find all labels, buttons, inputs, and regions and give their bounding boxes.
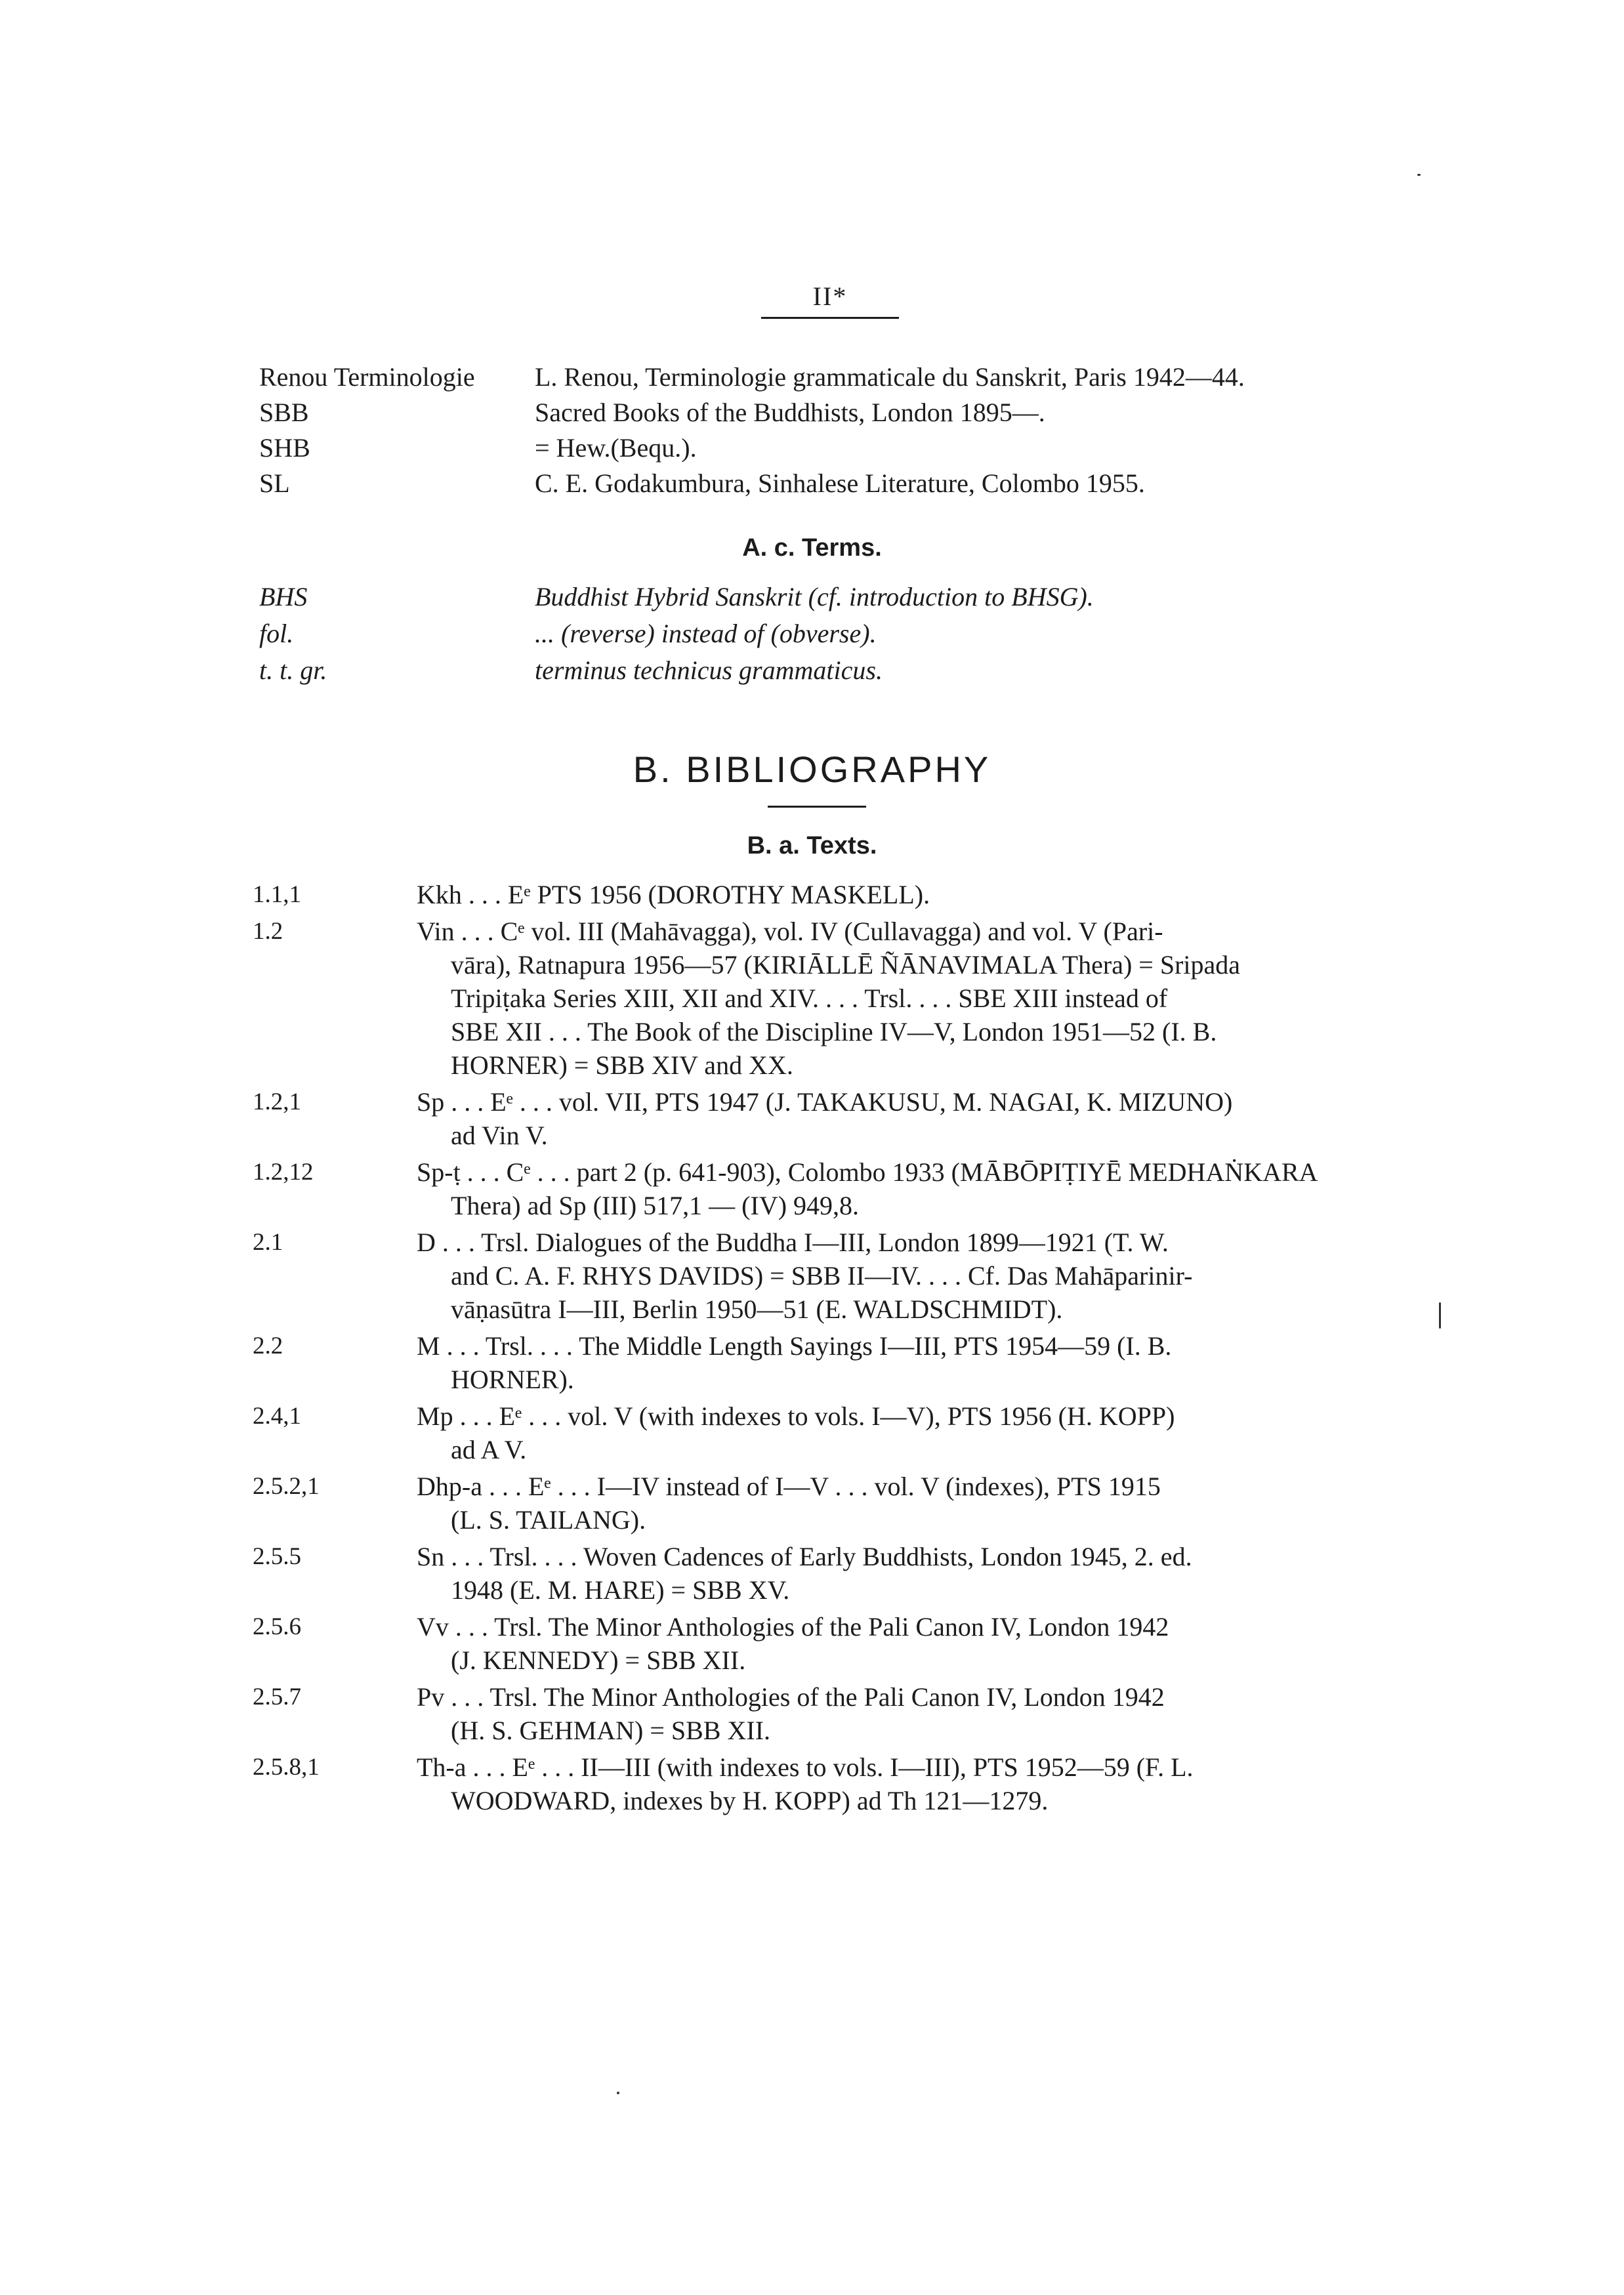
bibliography-entry [253,1329,1591,1396]
abbreviation-key: SHB [259,433,310,463]
entry-line: WOODWARD, indexes by H. KOPP) ad Th 121—1279. [451,1786,1049,1815]
entry-text [417,1399,1591,1466]
entry-text [417,1680,1591,1747]
entry-line: D . . . Trsl. Dialogues of the Buddha I—III, London 1899—1921 (T. W. [417,1228,1169,1257]
abbreviation-row [259,395,1572,430]
bibliography-entry [253,1540,1591,1607]
scan-speck [1417,174,1421,176]
page-number-rule [761,317,899,319]
bibliography-rule [768,806,866,808]
entry-line: (L. S. TAILANG). [451,1505,646,1535]
terms-list [259,579,1572,689]
entry-line: vāṇasūtra I—III, Berlin 1950—51 (E. WALDSCHMIDT). [451,1294,1063,1324]
terms-heading: A. c. Terms. [742,534,882,562]
bibliography-entry [253,1399,1591,1466]
entry-line: Dhp-a . . . Eᵉ . . . I—IV instead of I—V . . . vol. V (indexes), PTS 1915 [417,1472,1161,1501]
abbreviation-value: = Hew.(Bequ.). [535,433,697,463]
bibliography-entry [253,1750,1591,1817]
entry-number: 2.1 [253,1229,283,1256]
term-key: t. t. gr. [259,655,327,685]
entry-line: Th-a . . . Eᵉ . . . II—III (with indexes to vols. I—III), PTS 1952—59 (F. L. [417,1752,1194,1782]
bibliography-entry [253,915,1591,1082]
entry-text [417,1750,1591,1817]
abbreviation-row [259,360,1572,395]
entry-number: 2.5.2,1 [253,1473,320,1500]
entry-number: 1.2 [253,918,283,945]
bibliography-entry [253,1680,1591,1747]
bibliography-entry [253,1470,1591,1537]
entry-line: and C. A. F. RHYS DAVIDS) = SBB II—IV. . . . Cf. Das Mahāparinir- [451,1261,1193,1291]
entry-line: (J. KENNEDY) = SBB XII. [451,1645,746,1675]
bibliography-entry [253,1085,1591,1152]
bibliography-entry [253,1610,1591,1677]
entry-line: Sp-ṭ . . . Cᵉ . . . part 2 (p. 641-903), Colombo 1933 (MĀBŌPIṬIYĒ MEDHAṄKARA [417,1157,1318,1187]
entry-line: HORNER) = SBB XIV and XX. [451,1050,793,1080]
entry-text [417,915,1591,1082]
entry-line: Sn . . . Trsl. . . . Woven Cadences of Early Buddhists, London 1945, 2. ed. [417,1542,1192,1571]
abbreviation-row [259,430,1572,466]
entry-line: vāra), Ratnapura 1956—57 (KIRIĀLLĒ ÑĀNAVIMALA Thera) = Sripada [451,950,1241,980]
texts-heading: B. a. Texts. [747,832,877,859]
entry-number: 2.5.5 [253,1543,301,1570]
term-value: ... (reverse) instead of (obverse). [535,619,877,648]
entry-number: 2.4,1 [253,1403,301,1430]
entry-number: 2.2 [253,1333,283,1359]
entry-line: SBE XII . . . The Book of the Discipline IV—V, London 1951—52 (I. B. [451,1017,1217,1046]
abbreviation-value: C. E. Godakumbura, Sinhalese Literature, Colombo 1955. [535,468,1145,498]
entry-line: Tripiṭaka Series XIII, XII and XIV. . . . Trsl. . . . SBE XIII instead of [451,983,1168,1013]
entry-text [417,1329,1591,1396]
abbreviation-key: Renou Terminologie [259,362,475,392]
entry-line: Kkh . . . Eᵉ PTS 1956 (DOROTHY MASKELL). [417,880,930,909]
entry-number: 2.5.7 [253,1684,301,1710]
abbreviation-row [259,466,1572,501]
term-key: fol. [259,619,294,648]
entry-line: Pv . . . Trsl. The Minor Anthologies of the Pali Canon IV, London 1942 [417,1682,1165,1712]
abbreviation-key: SBB [259,398,309,427]
entry-line: M . . . Trsl. . . . The Middle Length Sayings I—III, PTS 1954—59 (I. B. [417,1331,1172,1361]
entry-number: 2.5.6 [253,1613,301,1640]
term-key: BHS [259,582,308,611]
entry-text [417,1226,1591,1326]
bibliography-entry [253,1155,1591,1222]
entry-number: 1.1,1 [253,881,301,908]
entry-line: 1948 (E. M. HARE) = SBB XV. [451,1575,790,1605]
bibliography-entry [253,878,1591,911]
entry-line: Sp . . . Eᵉ . . . vol. VII, PTS 1947 (J. TAKAKUSU, M. NAGAI, K. MIZUNO) [417,1087,1233,1117]
entry-number: 1.2,1 [253,1088,301,1115]
entry-line: HORNER). [451,1365,574,1394]
entry-text [417,1085,1591,1152]
entry-text [417,1155,1591,1222]
scan-speck [1439,1302,1441,1329]
entry-line: Thera) ad Sp (III) 517,1 — (IV) 949,8. [451,1191,860,1220]
entry-text [417,1470,1591,1537]
entry-number: 1.2,12 [253,1159,314,1186]
abbreviation-list [259,360,1572,501]
page-number: II* [812,281,848,311]
entry-number: 2.5.8,1 [253,1754,320,1781]
abbreviation-key: SL [259,468,290,498]
abbreviation-value: L. Renou, Terminologie grammaticale du Sanskrit, Paris 1942—44. [535,362,1245,392]
term-row [259,652,1572,689]
scan-speck [617,2092,619,2094]
abbreviation-value: Sacred Books of the Buddhists, London 1895—. [535,398,1045,427]
term-row [259,579,1572,615]
entry-line: Vin . . . Cᵉ vol. III (Mahāvagga), vol. IV (Cullavagga) and vol. V (Pari- [417,917,1163,946]
term-value: Buddhist Hybrid Sanskrit (cf. introduction to BHSG). [535,582,1094,611]
entry-text [417,1610,1591,1677]
entry-line: ad A V. [451,1435,527,1464]
bibliography-entries [253,878,1591,1821]
bibliography-entry [253,1226,1591,1326]
entry-line: (H. S. GEHMAN) = SBB XII. [451,1716,771,1745]
term-value: terminus technicus grammaticus. [535,655,883,685]
entry-text [417,1540,1591,1607]
entry-text [417,878,1591,911]
entry-line: Mp . . . Eᵉ . . . vol. V (with indexes to vols. I—V), PTS 1956 (H. KOPP) [417,1401,1175,1431]
term-row [259,615,1572,652]
entry-line: Vv . . . Trsl. The Minor Anthologies of the Pali Canon IV, London 1942 [417,1612,1169,1642]
bibliography-heading: B. BIBLIOGRAPHY [633,749,991,790]
entry-line: ad Vin V. [451,1121,548,1150]
